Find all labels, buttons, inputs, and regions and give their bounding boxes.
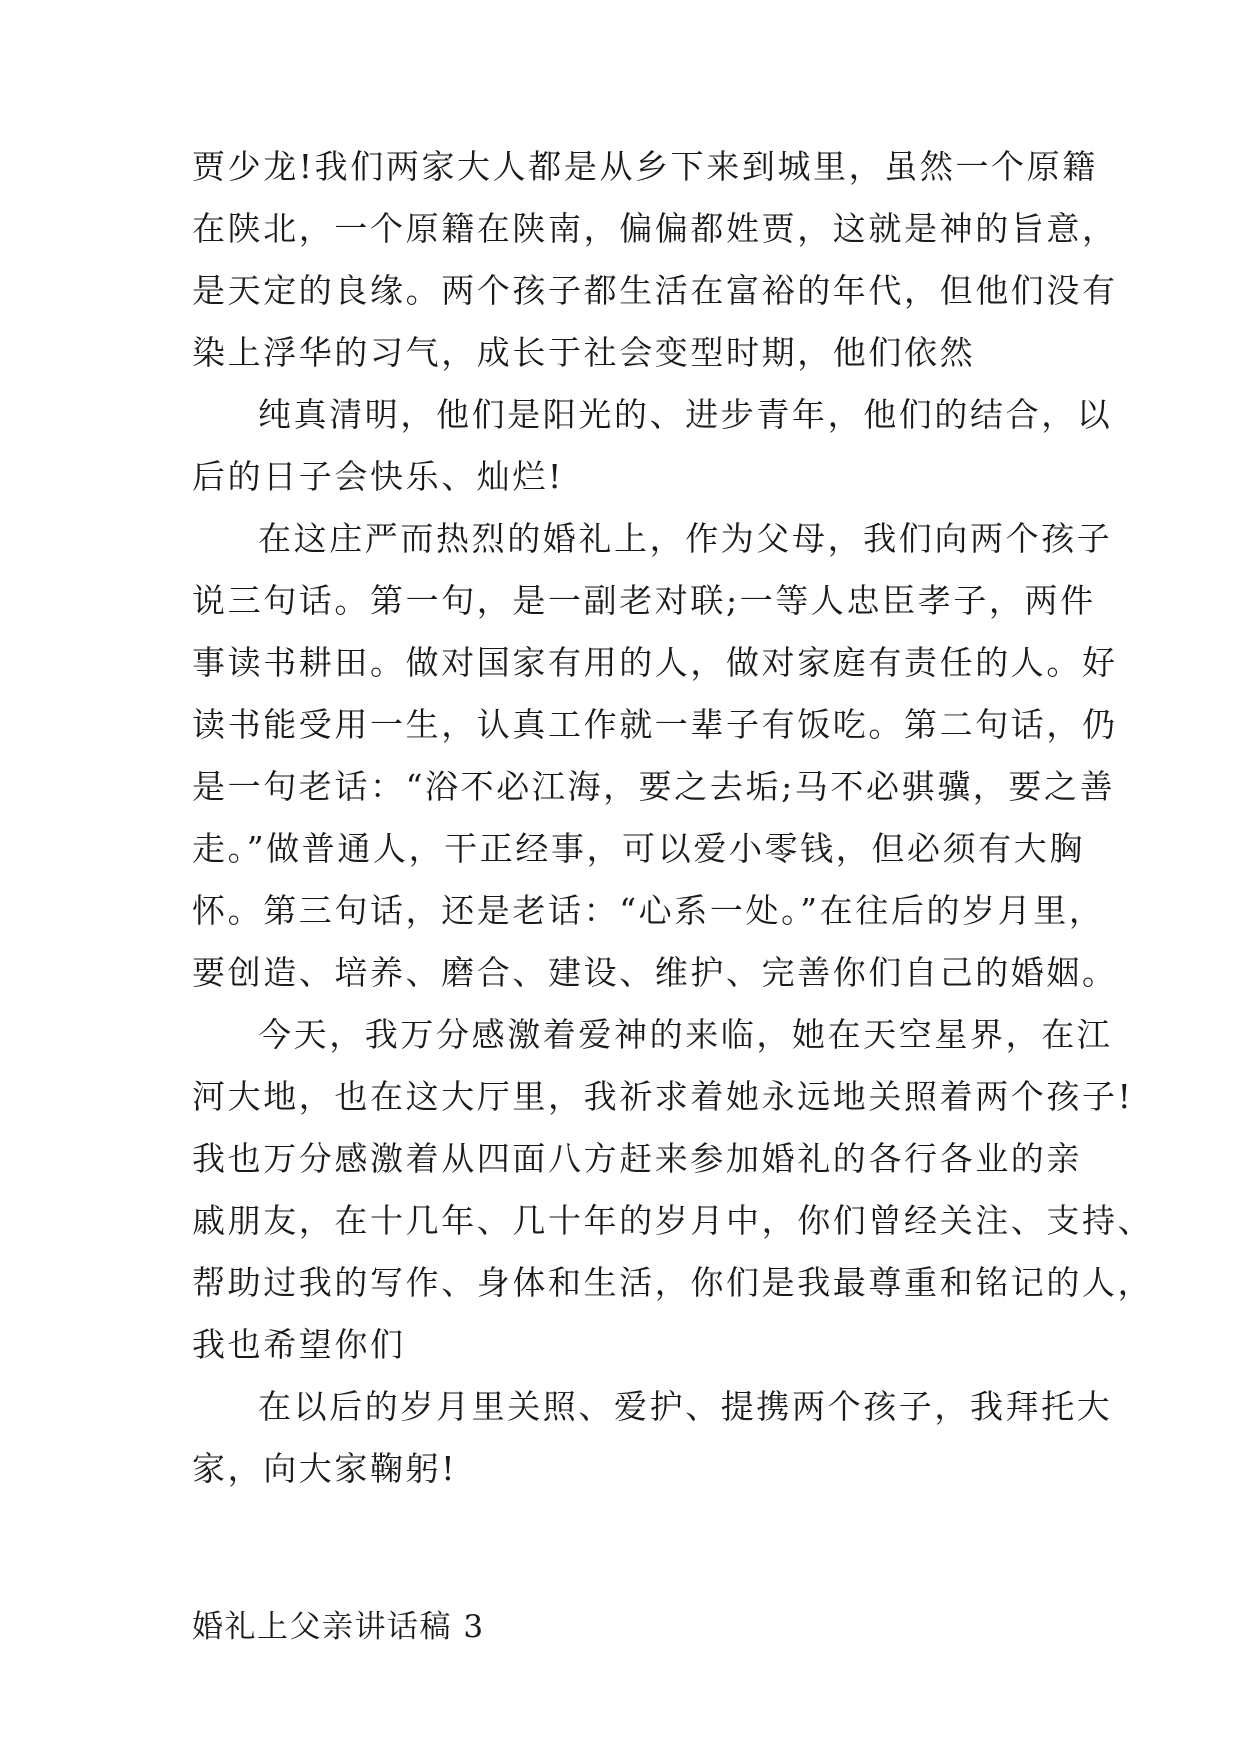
body-line-7: 在这庄严而热烈的婚礼上，作为父母，我们向两个孩子 bbox=[258, 519, 1113, 558]
body-line-8: 说三句话。第一句，是一副老对联;一等人忠臣孝子，两件 bbox=[192, 581, 1096, 620]
body-line-5: 纯真清明，他们是阳光的、进步青年，他们的结合，以 bbox=[258, 395, 1113, 434]
body-line-2: 在陕北，一个原籍在陕南，偏偏都姓贾，这就是神的旨意， bbox=[192, 209, 1118, 248]
body-line-18: 戚朋友，在十几年、几十年的岁月中，你们曾经关注、支持、 bbox=[192, 1201, 1154, 1240]
section-heading: 婚礼上父亲讲话稿 3 bbox=[192, 1609, 485, 1645]
body-line-19: 帮助过我的写作、身体和生活，你们是我最尊重和铭记的人， bbox=[192, 1263, 1154, 1302]
body-line-17: 我也万分感激着从四面八方赶来参加婚礼的各行各业的亲 bbox=[192, 1139, 1082, 1178]
body-line-20: 我也希望你们 bbox=[192, 1325, 406, 1364]
body-line-4: 染上浮华的习气，成长于社会变型时期，他们依然 bbox=[192, 333, 976, 372]
body-line-14: 要创造、培养、磨合、建设、维护、完善你们自己的婚姻。 bbox=[192, 953, 1118, 992]
body-line-1: 贾少龙!我们两家大人都是从乡下来到城里，虽然一个原籍 bbox=[192, 147, 1098, 186]
body-line-11: 是一句老话：“浴不必江海，要之去垢;马不必骐骥，要之善 bbox=[192, 767, 1116, 806]
body-line-10: 读书能受用一生，认真工作就一辈子有饭吃。第二句话，仍 bbox=[192, 705, 1118, 744]
body-line-22: 家，向大家鞠躬! bbox=[192, 1449, 458, 1488]
body-line-13: 怀。第三句话，还是老话：“心系一处。”在往后的岁月里， bbox=[192, 891, 1105, 930]
body-line-16: 河大地，也在这大厅里，我祈求着她永远地关照着两个孩子! bbox=[192, 1077, 1134, 1116]
body-line-3: 是天定的良缘。两个孩子都生活在富裕的年代，但他们没有 bbox=[192, 271, 1118, 310]
body-line-15: 今天，我万分感激着爱神的来临，她在天空星界，在江 bbox=[258, 1015, 1113, 1054]
body-line-9: 事读书耕田。做对国家有用的人，做对家庭有责任的人。好 bbox=[192, 643, 1118, 682]
body-line-12: 走。”做普通人，干正经事，可以爱小零钱，但必须有大胸 bbox=[192, 829, 1085, 868]
body-line-21: 在以后的岁月里关照、爱护、提携两个孩子，我拜托大 bbox=[258, 1387, 1113, 1426]
body-line-6: 后的日子会快乐、灿烂! bbox=[192, 457, 564, 496]
